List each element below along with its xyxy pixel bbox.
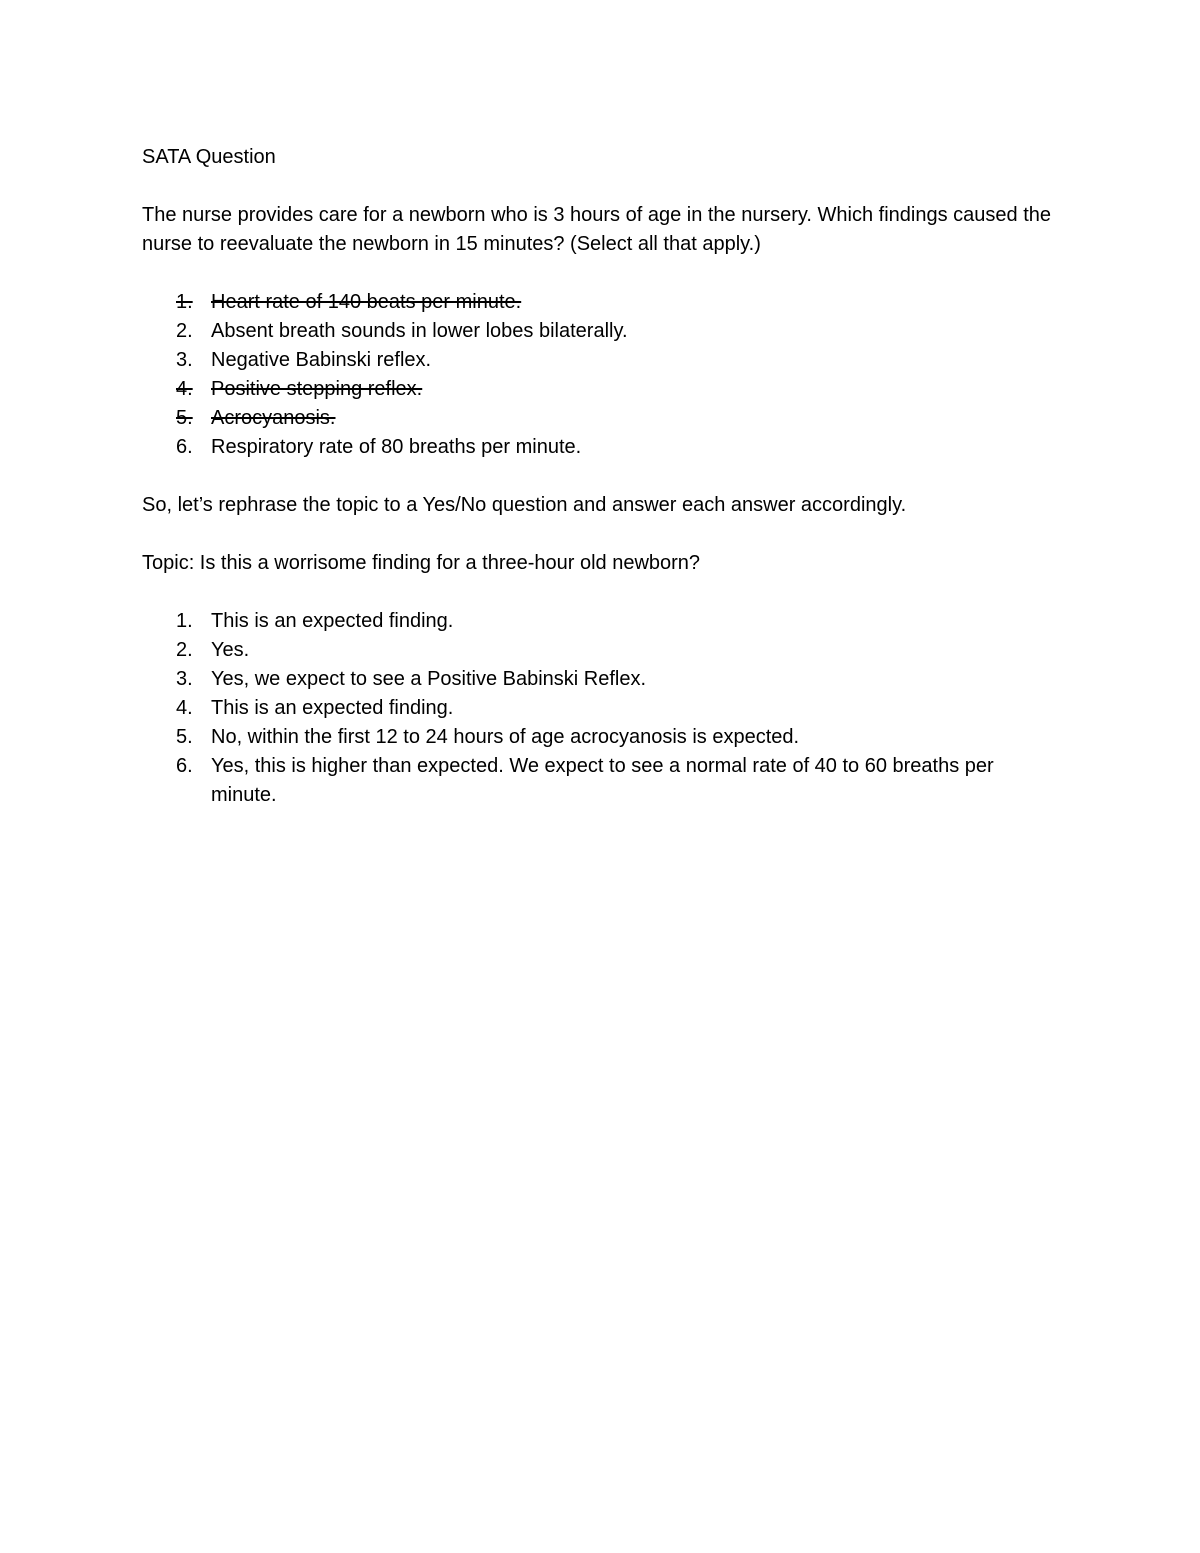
option-number: 1.	[176, 291, 193, 313]
answer-item	[142, 694, 1062, 723]
rephrase-text: So, let’s rephrase the topic to a Yes/No question and answer each answer accordingly.	[142, 494, 907, 516]
option-item	[142, 288, 1062, 317]
answer-number: 3.	[176, 668, 193, 690]
answer-text: Yes, we expect to see a Positive Babinski Reflex.	[211, 668, 647, 690]
option-number: 4.	[176, 378, 193, 400]
answer-number: 4.	[176, 697, 193, 719]
spacer	[142, 520, 1062, 549]
option-number: 2.	[176, 320, 193, 342]
spacer	[142, 462, 1062, 491]
option-number: 3.	[176, 349, 193, 371]
answer-number: 1.	[176, 610, 193, 632]
answer-item	[142, 723, 1062, 752]
option-item	[142, 375, 1062, 404]
answer-item	[142, 636, 1062, 665]
answer-text: Yes, this is higher than expected. We expect to see a normal rate of 40 to 60 breaths per minute.	[211, 755, 994, 806]
option-item	[142, 404, 1062, 433]
option-text: Heart rate of 140 beats per minute.	[211, 291, 522, 313]
document-heading: SATA Question	[142, 146, 276, 168]
options-list	[142, 288, 1062, 462]
answer-item	[142, 607, 1062, 636]
spacer	[142, 259, 1062, 288]
answer-item	[142, 752, 1062, 810]
answer-number: 2.	[176, 639, 193, 661]
answers-list	[142, 607, 1062, 810]
answer-text: Yes.	[211, 639, 250, 661]
document-body	[142, 143, 1062, 810]
topic-text: Topic: Is this a worrisome finding for a three-hour old newborn?	[142, 552, 701, 574]
spacer	[142, 172, 1062, 201]
answer-text: This is an expected finding.	[211, 610, 454, 632]
answer-number: 6.	[176, 755, 193, 777]
answer-text: No, within the first 12 to 24 hours of age acrocyanosis is expected.	[211, 726, 800, 748]
option-text: Acrocyanosis.	[211, 407, 336, 429]
option-number: 5.	[176, 407, 193, 429]
option-text: Absent breath sounds in lower lobes bilaterally.	[211, 320, 628, 342]
answer-number: 5.	[176, 726, 193, 748]
option-item	[142, 317, 1062, 346]
option-text: Negative Babinski reflex.	[211, 349, 432, 371]
question-text: The nurse provides care for a newborn who is 3 hours of age in the nursery. Which findings caused the nurse to reevaluate the newborn in 15 minutes? (Select all that apply.)	[142, 204, 1052, 255]
answer-text: This is an expected finding.	[211, 697, 454, 719]
option-item	[142, 433, 1062, 462]
option-text: Respiratory rate of 80 breaths per minute.	[211, 436, 582, 458]
answer-item	[142, 665, 1062, 694]
spacer	[142, 578, 1062, 607]
option-number: 6.	[176, 436, 193, 458]
option-item	[142, 346, 1062, 375]
option-text: Positive stepping reflex.	[211, 378, 423, 400]
